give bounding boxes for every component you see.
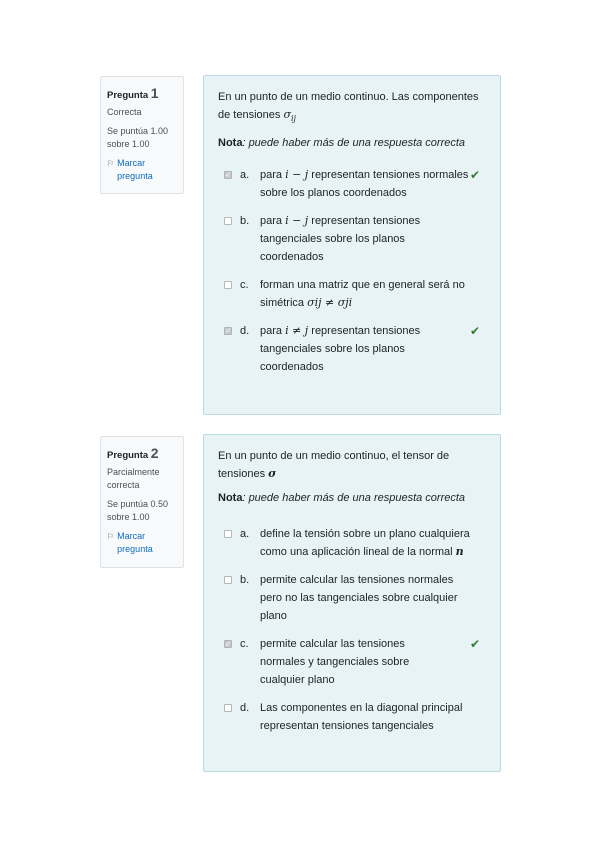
question-formulation-2 — [203, 434, 501, 772]
answer-text: forman una matriz que en general será no simétrica σij ≠ σji — [260, 279, 465, 310]
answer-option-b[interactable]: b. para i − j representan tensiones tangenciales sobre los planos coordenados — [218, 212, 486, 266]
note: Nota: puede haber más de una respuesta correcta — [218, 137, 466, 150]
math-expression: $\sigma_{ij}$ — [283, 108, 297, 124]
answer-option-c[interactable]: ✓ c. permite calcular las tensiones normales y tangenciales sobre cualquier plano ✔ — [218, 635, 486, 689]
answer-list — [218, 166, 486, 376]
answer-text: para i − j representan tensiones normales sobre los planos coordenados — [260, 168, 469, 200]
answer-option-d[interactable]: d. Las componentes en la diagonal principal representan tensiones tangenciales — [218, 699, 486, 735]
flag-question-link[interactable]: ⚐ Marcar pregunta — [107, 158, 153, 181]
answer-list — [218, 525, 486, 735]
answer-text: Las componentes en la diagonal principal representan tensiones tangenciales — [260, 702, 463, 732]
check-icon: ✔ — [469, 637, 480, 651]
checkbox-icon[interactable]: ✓ — [225, 171, 231, 179]
flag-icon: ⚐ — [107, 532, 115, 541]
answer-text: permite calcular las tensiones normales pero no las tangenciales sobre cualquier plano — [260, 574, 458, 622]
question-title: Pregunta 1 — [107, 85, 159, 101]
checkbox-icon[interactable]: ✓ — [225, 640, 231, 648]
checkbox-icon[interactable] — [224, 704, 232, 712]
question-formulation-1 — [203, 75, 501, 415]
checkbox-icon[interactable] — [224, 576, 232, 584]
check-icon: ✔ — [469, 324, 480, 339]
checkbox-icon[interactable] — [224, 217, 232, 225]
flag-question-link[interactable]: ⚐ Marcar pregunta — [107, 531, 153, 554]
answer-option-b[interactable]: b. permite calcular las tensiones normales pero no las tangenciales sobre cualquier plano — [218, 571, 486, 625]
checkbox-icon[interactable] — [224, 281, 232, 289]
answer-text: permite calcular las tensiones normales y tangenciales sobre cualquier plano — [260, 638, 410, 686]
note: Nota: puede haber más de una respuesta correcta — [218, 492, 466, 504]
answer-option-a[interactable]: a. define la tensión sobre un plano cualquiera como una aplicación lineal de la normal n — [218, 525, 486, 561]
question-title: Pregunta 2 — [107, 445, 159, 461]
answer-text: para i ≠ j representan tensiones tangenciales sobre los planos coordenados — [260, 324, 421, 374]
question-text: En un punto de un medio continuo. Las componentes de tensiones $\sigma_{ij}$ — [218, 91, 479, 124]
question-state: Correcta — [107, 107, 142, 117]
check-icon: ✔ — [469, 168, 480, 183]
question-grade: Se puntúa 0.50 sobre 1.00 — [107, 499, 169, 522]
answer-text: define la tensión sobre un plano cualquiera como una aplicación lineal de la normal n — [260, 528, 470, 558]
checkbox-icon[interactable] — [224, 530, 232, 538]
question-info-2 — [100, 436, 184, 568]
question-grade: Se puntúa 1.00 sobre 1.00 — [107, 126, 169, 149]
question-state: Parcialmente correcta — [107, 467, 160, 490]
flag-icon: ⚐ — [107, 159, 115, 168]
question-info-1 — [100, 76, 184, 194]
answer-option-c[interactable]: c. forman una matriz que en general será no simétrica σij ≠ σji — [218, 276, 486, 312]
math-expression: σ — [268, 467, 277, 480]
question-text: En un punto de un medio continuo, el tensor de tensiones σ — [218, 450, 450, 480]
answer-text: para i − j representan tensiones tangenciales sobre los planos coordenados — [260, 214, 421, 264]
answer-option-d[interactable]: ✓ d. para i ≠ j representan tensiones tangenciales sobre los planos coordenados ✔ — [218, 322, 486, 376]
answer-option-a[interactable]: ✓ a. para i − j representan tensiones normales sobre los planos coordenados ✔ — [218, 166, 486, 202]
checkbox-icon[interactable]: ✓ — [225, 327, 231, 335]
